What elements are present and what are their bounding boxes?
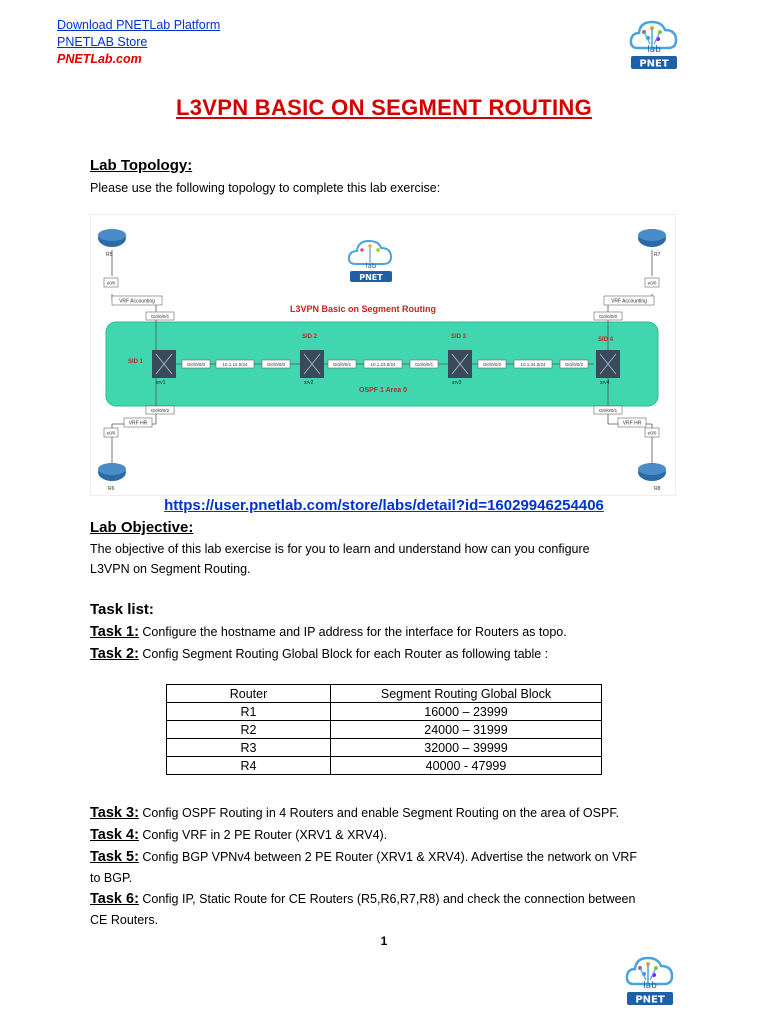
svg-text:R8: R8 xyxy=(654,486,661,492)
svg-text:Gi0/0/0/1: Gi0/0/0/1 xyxy=(414,362,434,367)
lab-store-url[interactable]: https://user.pnetlab.com/store/labs/detail?id=16029946254406 xyxy=(164,497,604,514)
svg-text:lab: lab xyxy=(365,262,377,270)
svg-text:xrv4: xrv4 xyxy=(600,380,610,386)
xrv3-router-icon xyxy=(448,350,472,378)
xrv4-router-icon xyxy=(596,350,620,378)
svg-text:10.1.34.0/24: 10.1.34.0/24 xyxy=(520,362,546,367)
page-number: 1 xyxy=(380,934,388,948)
svg-text:Gi0/0/0/1: Gi0/0/0/1 xyxy=(332,362,352,367)
task-item: Task 2: Config Segment Routing Global Block for each Router as following table : xyxy=(90,646,549,662)
svg-text:PNET: PNET xyxy=(635,994,665,1006)
table-row: R3 32000 – 39999 xyxy=(167,739,602,757)
objective-line-1: The objective of this lab exercise is for you to learn and understand how can you configure xyxy=(90,542,590,556)
ospf-area-label: OSPF 1 Area 0 xyxy=(359,387,407,394)
table-row: R4 40000 - 47999 xyxy=(167,757,602,775)
pnetlab-store-link[interactable]: PNETLAB Store xyxy=(57,35,148,49)
table-row: R1 16000 – 23999 xyxy=(167,703,602,721)
svg-text:R5: R5 xyxy=(106,252,113,258)
download-pnetlab-link[interactable]: Download PNETLab Platform xyxy=(57,18,221,32)
svg-text:e0/0: e0/0 xyxy=(647,430,657,436)
svg-text:10.1.12.0/24: 10.1.12.0/24 xyxy=(222,362,248,367)
svg-text:PNET: PNET xyxy=(359,273,383,282)
svg-text:VRF HR: VRF HR xyxy=(128,420,148,427)
task-list-heading: Task list: xyxy=(90,601,154,618)
task-item: Task 6: Config IP, Static Route for CE Routers (R5,R6,R7,R8) and check the connection between CE Routers. xyxy=(90,891,636,927)
lab-topology-heading: Lab Topology: xyxy=(90,157,193,174)
task-item: Task 3: Config OSPF Routing in 4 Routers and enable Segment Routing on the area of OSPF. xyxy=(90,805,620,821)
svg-text:Gi0/0/0/0: Gi0/0/0/0 xyxy=(186,362,206,367)
svg-text:Gi0/0/0/1: Gi0/0/0/1 xyxy=(150,314,170,319)
task-item: Task 1: Configure the hostname and IP address for the interface for Routers as topo. xyxy=(90,624,567,640)
svg-text:PNET: PNET xyxy=(639,58,669,70)
svg-text:VRF Accounting: VRF Accounting xyxy=(611,298,647,305)
svg-text:SID 4: SID 4 xyxy=(598,337,614,343)
site-name: PNETLab.com xyxy=(57,52,142,66)
svg-text:SID 1: SID 1 xyxy=(128,359,144,365)
svg-text:Gi0/0/0/2: Gi0/0/0/2 xyxy=(482,362,502,367)
svg-text:VRF HR: VRF HR xyxy=(622,420,642,427)
svg-text:lab: lab xyxy=(643,981,657,991)
svg-text:xrv1: xrv1 xyxy=(156,380,166,386)
svg-text:R6: R6 xyxy=(108,486,115,492)
svg-text:xrv2: xrv2 xyxy=(304,380,314,386)
svg-text:Gi0/0/0/0: Gi0/0/0/0 xyxy=(598,314,618,319)
table-header-row: Router Segment Routing Global Block xyxy=(167,685,602,703)
pnet-logo-footer xyxy=(624,950,676,1006)
svg-text:lab: lab xyxy=(647,45,661,55)
svg-text:10.1.23.0/24: 10.1.23.0/24 xyxy=(370,362,396,367)
xrv1-router-icon xyxy=(152,350,176,378)
svg-text:Gi0/0/0/2: Gi0/0/0/2 xyxy=(150,408,170,413)
svg-text:R7: R7 xyxy=(654,252,661,258)
topology-intro: Please use the following topology to complete this lab exercise: xyxy=(90,181,441,195)
diagram-title: L3VPN Basic on Segment Routing xyxy=(289,304,437,314)
pnet-logo xyxy=(628,14,680,70)
svg-text:e0/0: e0/0 xyxy=(647,280,657,286)
page-title: L3VPN BASIC ON SEGMENT ROUTING xyxy=(175,95,593,120)
xrv2-router-icon xyxy=(300,350,324,378)
svg-text:e0/0: e0/0 xyxy=(106,430,116,436)
svg-text:Gi0/0/0/0: Gi0/0/0/0 xyxy=(266,362,286,367)
svg-text:Gi0/0/0/1: Gi0/0/0/1 xyxy=(598,408,618,413)
task-item: Task 4: Config VRF in 2 PE Router (XRV1 & XRV4). xyxy=(90,827,388,843)
svg-text:e0/0: e0/0 xyxy=(106,280,116,286)
svg-text:VRF Accounting: VRF Accounting xyxy=(119,298,155,305)
svg-text:xrv3: xrv3 xyxy=(452,380,462,386)
svg-text:SID 2: SID 2 xyxy=(302,334,318,340)
topology-diagram xyxy=(90,214,676,496)
svg-text:Gi0/0/0/2: Gi0/0/0/2 xyxy=(564,362,584,367)
svg-text:SID 3: SID 3 xyxy=(451,334,467,340)
table-row: R2 24000 – 31999 xyxy=(167,721,602,739)
lab-objective-heading: Lab Objective: xyxy=(90,519,194,536)
srgb-table xyxy=(166,684,602,775)
task-item: Task 5: Config BGP VPNv4 between 2 PE Router (XRV1 & XRV4). Advertise the network on VRF to BGP. xyxy=(90,849,638,885)
objective-line-2: L3VPN on Segment Routing. xyxy=(90,562,251,576)
